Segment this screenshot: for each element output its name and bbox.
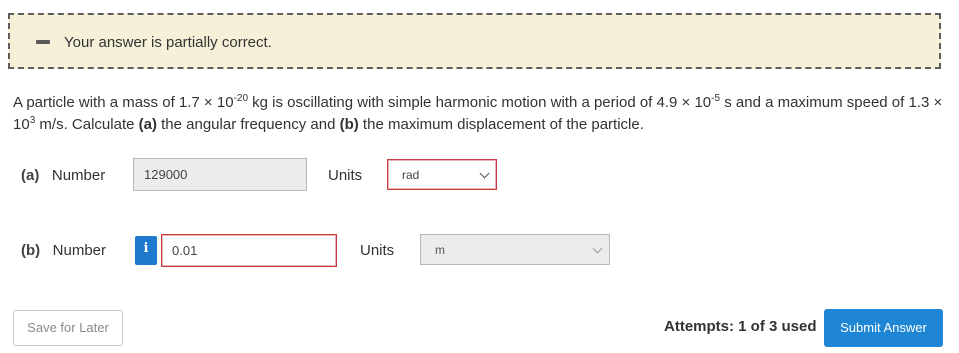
part-a-number-input[interactable]: 129000 <box>133 158 307 191</box>
part-a-marker: (a) <box>138 116 157 133</box>
question-segment: s and a maximum speed of 1.3 × 10 <box>13 94 943 133</box>
question-segment: m/s. Calculate <box>35 116 139 133</box>
units-label: Units <box>328 167 363 184</box>
part-a-units-select[interactable] <box>387 159 497 190</box>
number-label: Number <box>52 242 107 259</box>
exponent: -5 <box>711 93 721 104</box>
feedback-message: Your answer is partially correct. <box>64 34 272 51</box>
question-segment: kg is oscillating with simple harmonic motion with a period of 4.9 × 10 <box>248 94 712 111</box>
exponent: 3 <box>29 115 36 126</box>
chevron-down-icon <box>480 169 490 179</box>
units-label: Units <box>360 242 395 259</box>
part-b-label <box>21 242 106 259</box>
part-b-marker: (b) <box>21 242 41 259</box>
feedback-banner <box>8 13 941 69</box>
selected-unit: m <box>435 243 445 257</box>
selected-unit: rad <box>402 168 420 182</box>
info-icon[interactable]: i <box>135 236 157 265</box>
question-segment: the maximum displacement of the particle. <box>358 116 644 133</box>
part-b-marker: (b) <box>339 116 359 133</box>
minus-icon <box>36 40 50 44</box>
question-segment: A particle with a mass of 1.7 × 10 <box>13 94 234 111</box>
part-a-label <box>21 167 105 184</box>
chevron-down-icon <box>593 244 603 254</box>
part-b-number-input[interactable]: 0.01 <box>161 234 337 267</box>
part-a-marker: (a) <box>21 167 40 184</box>
submit-answer-button[interactable]: Submit Answer <box>824 309 943 347</box>
part-b-units-select[interactable] <box>420 234 610 265</box>
question-text <box>13 92 948 136</box>
number-label: Number <box>51 167 106 184</box>
question-segment: the angular frequency and <box>156 116 340 133</box>
attempts-counter: Attempts: 1 of 3 used <box>664 318 817 335</box>
exponent: -20 <box>233 93 248 104</box>
save-for-later-button[interactable]: Save for Later <box>13 310 123 346</box>
